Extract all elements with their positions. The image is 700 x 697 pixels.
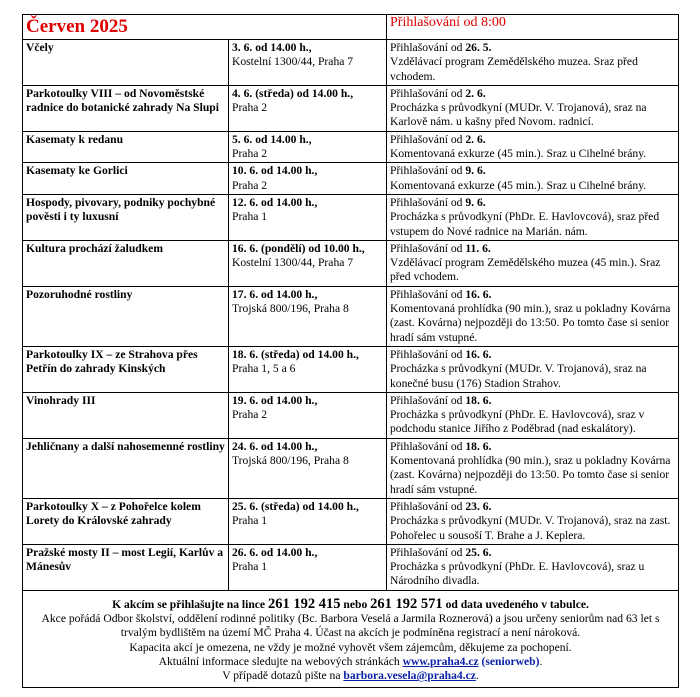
footer-web-post: (seniorweb) xyxy=(481,654,540,668)
registration-prefix: Přihlašování od xyxy=(390,195,463,209)
event-info: Komentovaná exkurze (45 min.). Sraz u Cihelné brány. xyxy=(390,147,647,161)
event-place: Praha 1 xyxy=(232,514,268,528)
registration-title: Přihlašování od 8:00 xyxy=(390,15,506,30)
event-name-cell xyxy=(23,85,229,131)
event-registration xyxy=(390,164,675,178)
event-date: 26. 6. od 14.00 h., xyxy=(232,545,318,559)
event-info: Vzdělávací program Zemědělského muzea. Sraz před vchodem. xyxy=(390,55,638,83)
footer-line1-mid: nebo xyxy=(343,597,368,611)
event-place: Kostelní 1300/44, Praha 7 xyxy=(232,55,354,69)
footer-cell xyxy=(23,590,679,688)
event-name-cell xyxy=(23,194,229,240)
table-row xyxy=(23,286,679,346)
event-info: Procházka s průvodkyní (PhDr. E. Havlovcová), sraz před vstupem do Nové radnice na Marián. nám. xyxy=(390,210,660,238)
event-place: Praha 2 xyxy=(232,101,268,115)
footer-row xyxy=(23,590,679,688)
registration-title-cell xyxy=(387,15,679,40)
event-name-cell xyxy=(23,346,229,392)
event-date: 18. 6. (středa) od 14.00 h., xyxy=(232,347,359,361)
registration-date: 2. 6. xyxy=(465,132,486,146)
event-date-cell xyxy=(229,286,387,346)
registration-date: 23. 6. xyxy=(465,499,492,513)
footer-web-line xyxy=(27,655,674,669)
event-name: Vinohrady III xyxy=(26,393,96,407)
event-date-cell xyxy=(229,498,387,544)
table-row xyxy=(23,240,679,286)
registration-date: 9. 6. xyxy=(465,164,486,178)
event-registration-cell xyxy=(387,240,679,286)
table-row xyxy=(23,40,679,86)
event-name-cell xyxy=(23,163,229,195)
event-registration xyxy=(390,394,675,408)
registration-date: 18. 6. xyxy=(465,439,492,453)
registration-date: 25. 6. xyxy=(465,545,492,559)
event-name: Pražské mosty II – most Legií, Karlův a Mánesův xyxy=(26,545,224,574)
event-name: Parkotoulky VIII – od Novoměstské radnice do botanické zahrady Na Slupi xyxy=(26,86,219,115)
registration-date: 18. 6. xyxy=(465,393,492,407)
event-registration-cell xyxy=(387,438,679,498)
event-registration-cell xyxy=(387,40,679,86)
event-name-cell xyxy=(23,498,229,544)
table-row xyxy=(23,346,679,392)
event-info: Procházka s průvodkyní (MUDr. V. Trojanová), sraz na Karlově nám. u kašny před Novom. radnicí. xyxy=(390,101,647,129)
event-name: Hospody, pivovary, podniky pochybné pověsti i ty luxusní xyxy=(26,195,216,224)
phone-number-2: 261 192 571 xyxy=(370,595,443,612)
table-row xyxy=(23,392,679,438)
event-date-cell xyxy=(229,392,387,438)
event-name-cell xyxy=(23,40,229,86)
event-registration xyxy=(390,288,675,302)
month-title: Červen 2025 xyxy=(26,16,128,37)
event-name: Pozoruhodné rostliny xyxy=(26,287,133,301)
footer-email-line xyxy=(27,669,674,683)
event-registration-cell xyxy=(387,163,679,195)
event-name: Kultura prochází žaludkem xyxy=(26,241,163,255)
event-place: Praha 1, 5 a 6 xyxy=(232,362,296,376)
event-name: Parkotoulky X – z Pohořelce kolem Lorety do Královské zahrady xyxy=(26,499,201,528)
event-registration xyxy=(390,196,675,210)
registration-date: 2. 6. xyxy=(465,86,486,100)
event-name: Včely xyxy=(26,41,54,54)
event-name-cell xyxy=(23,286,229,346)
table-row xyxy=(23,85,679,131)
registration-prefix: Přihlašování od xyxy=(390,439,463,453)
event-place: Trojská 800/196, Praha 8 xyxy=(232,302,349,316)
email-link[interactable]: barbora.vesela@praha4.cz xyxy=(343,669,476,683)
event-registration xyxy=(390,87,675,101)
event-registration xyxy=(390,500,675,514)
phone-number-1: 261 192 415 xyxy=(268,595,341,612)
registration-prefix: Přihlašování od xyxy=(390,41,463,54)
footer-capacity-note: Kapacita akcí je omezena, ne vždy je možné vyhovět všem zájemcům, děkujeme za pochopení. xyxy=(129,640,572,654)
registration-date: 9. 6. xyxy=(465,195,486,209)
table-header-row xyxy=(23,15,679,40)
registration-date: 16. 6. xyxy=(465,347,492,361)
event-date: 25. 6. (středa) od 14.00 h., xyxy=(232,499,359,513)
event-date-cell xyxy=(229,163,387,195)
event-name: Kasematy k redanu xyxy=(26,132,124,146)
event-registration-cell xyxy=(387,544,679,590)
event-info: Procházka s průvodkyní (PhDr. E. Havlovcová), sraz v podchodu stanice Jiřího z Poděbrad (nad eskalátory). xyxy=(390,408,645,436)
registration-date: 26. 5. xyxy=(465,41,492,54)
event-registration-cell xyxy=(387,498,679,544)
event-date: 5. 6. od 14.00 h., xyxy=(232,132,312,146)
event-registration xyxy=(390,133,675,147)
table-row xyxy=(23,544,679,590)
event-name-cell xyxy=(23,438,229,498)
event-info: Komentovaná prohlídka (90 min.), sraz u pokladny Kovárna (zast. Kovárna) nejpozději do 13:50. Po tomto čase si senior hradí sám vstupné. xyxy=(390,454,671,496)
event-date-cell xyxy=(229,240,387,286)
event-name: Kasematy ke Gorlici xyxy=(26,164,128,178)
table-row xyxy=(23,438,679,498)
event-place: Praha 1 xyxy=(232,210,268,224)
registration-date: 11. 6. xyxy=(465,241,491,255)
event-name: Parkotoulky IX – ze Strahova přes Petřín do zahrady Kinských xyxy=(26,347,198,376)
event-date: 3. 6. od 14.00 h., xyxy=(232,41,312,54)
footer-organizer-paragraph: Akce pořádá Odbor školství, oddělení rodinné politiky (Bc. Barbora Veselá a Jarmila Roznerová) a jsou určeny seniorům nad 63 let s trvalým bydlištěm na území MČ Praha 4. Účast na akcích je podmíněna registrací a není nároková. xyxy=(41,611,660,640)
registration-date: 16. 6. xyxy=(465,287,492,301)
event-date: 10. 6. od 14.00 h., xyxy=(232,164,318,178)
event-registration xyxy=(390,348,675,362)
event-place: Kostelní 1300/44, Praha 7 xyxy=(232,256,354,270)
registration-prefix: Přihlašování od xyxy=(390,545,463,559)
event-date-cell xyxy=(229,438,387,498)
event-info: Vzdělávací program Zemědělského muzea (45 min.). Sraz před vchodem. xyxy=(390,256,661,284)
footer-web-end: . xyxy=(539,654,543,668)
event-info: Procházka s průvodkyní (PhDr. E. Havlovcová), sraz u Národního divadla. xyxy=(390,560,645,588)
schedule-table xyxy=(22,14,679,688)
event-registration xyxy=(390,41,675,55)
footer-email-end: . xyxy=(475,669,479,683)
event-place: Praha 1 xyxy=(232,560,268,574)
event-registration-cell xyxy=(387,286,679,346)
event-name-cell xyxy=(23,240,229,286)
event-date: 19. 6. od 14.00 h., xyxy=(232,393,318,407)
event-info: Procházka s průvodkyní (MUDr. V. Trojanová), sraz na konečné busu (176) Stadion Strahov. xyxy=(390,362,647,390)
event-registration-cell xyxy=(387,346,679,392)
event-info: Komentovaná prohlídka (90 min.), sraz u pokladny Kovárna (zast. Kovárna) nejpozději do 13:50. Po tomto čase si senior hradí sám vstupné. xyxy=(390,302,671,344)
registration-prefix: Přihlašování od xyxy=(390,241,463,255)
registration-prefix: Přihlašování od xyxy=(390,287,463,301)
table-row xyxy=(23,163,679,195)
event-registration xyxy=(390,440,675,454)
footer-line1-post: od data uvedeného v tabulce. xyxy=(445,597,589,611)
registration-prefix: Přihlašování od xyxy=(390,86,463,100)
event-registration-cell xyxy=(387,131,679,163)
footer-line1-pre: K akcím se přihlašujte na lince xyxy=(112,597,266,611)
event-registration xyxy=(390,546,675,560)
registration-prefix: Přihlašování od xyxy=(390,132,463,146)
event-date: 24. 6. od 14.00 h., xyxy=(232,439,318,453)
footer-web-pre: Aktuální informace sledujte na webových stránkách xyxy=(158,654,400,668)
table-row xyxy=(23,194,679,240)
event-date-cell xyxy=(229,194,387,240)
event-place: Praha 2 xyxy=(232,178,268,192)
footer-email-pre: V případě dotazů pište na xyxy=(222,669,341,683)
event-date: 17. 6. od 14.00 h., xyxy=(232,287,318,301)
event-place: Praha 2 xyxy=(232,408,268,422)
event-info: Procházka s průvodkyní (MUDr. V. Trojanová), sraz na zast. Pohořelec u sousoší T. Brahe a J. Keplera. xyxy=(390,514,671,542)
event-registration-cell xyxy=(387,194,679,240)
event-date: 16. 6. (pondělí) od 10.00 h., xyxy=(232,241,365,255)
event-name-cell xyxy=(23,392,229,438)
event-date-cell xyxy=(229,40,387,86)
event-name: Jehličnany a další nahosemenné rostliny xyxy=(26,439,225,453)
event-date-cell xyxy=(229,544,387,590)
event-registration-cell xyxy=(387,392,679,438)
event-place: Praha 2 xyxy=(232,147,268,161)
table-row xyxy=(23,131,679,163)
month-title-cell xyxy=(23,15,387,40)
event-registration xyxy=(390,242,675,256)
web-link[interactable]: www.praha4.cz xyxy=(402,654,479,668)
event-place: Trojská 800/196, Praha 8 xyxy=(232,454,349,468)
registration-prefix: Přihlašování od xyxy=(390,393,463,407)
event-date: 4. 6. (středa) od 14.00 h., xyxy=(232,86,354,100)
event-name-cell xyxy=(23,131,229,163)
event-info: Komentovaná exkurze (45 min.). Sraz u Cihelné brány. xyxy=(390,178,647,192)
table-row xyxy=(23,498,679,544)
registration-prefix: Přihlašování od xyxy=(390,347,463,361)
event-date-cell xyxy=(229,131,387,163)
registration-prefix: Přihlašování od xyxy=(390,164,463,178)
event-date-cell xyxy=(229,85,387,131)
event-date-cell xyxy=(229,346,387,392)
footer-phone-line xyxy=(27,597,674,612)
event-registration-cell xyxy=(387,85,679,131)
registration-prefix: Přihlašování od xyxy=(390,499,463,513)
event-date: 12. 6. od 14.00 h., xyxy=(232,195,318,209)
event-name-cell xyxy=(23,544,229,590)
